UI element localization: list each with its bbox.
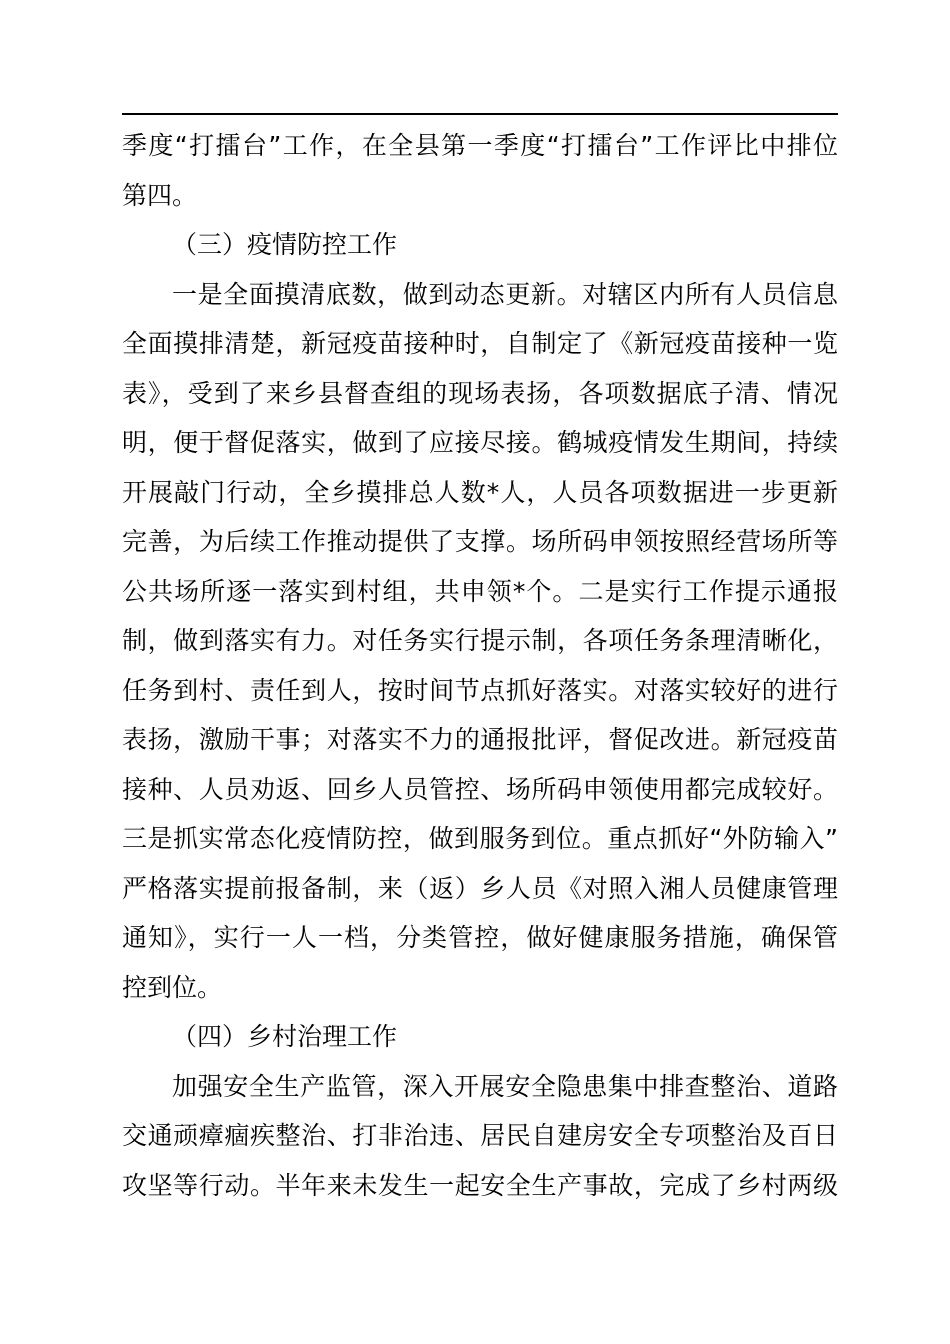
text-line: 控到位。 — [122, 972, 223, 1002]
text-line: 表》，受到了来乡县督查组的现场表扬，各项数据底子清、情况 — [122, 378, 838, 408]
text-line: 完善，为后续工作推动提供了支撑。场所码申领按照经营场所等 — [122, 527, 838, 556]
text-line: 任务到村、责任到人，按时间节点抓好落实。对落实较好的进行 — [122, 675, 838, 705]
text-line: 严格落实提前报备制，来（返）乡人员《对照入湘人员健康管理 — [122, 873, 838, 903]
header-rule — [122, 113, 838, 115]
section-heading: （三）疫情防控工作 — [172, 230, 398, 259]
text-line: 三是抓实常态化疫情防控，做到服务到位。重点抓好“外防输入” — [122, 824, 838, 853]
text-line: 开展敲门行动，全乡摸排总人数*人，人员各项数据进一步更新 — [122, 477, 838, 507]
paragraph-first-line: 一是全面摸清底数，做到动态更新。对辖区内所有人员信息 — [172, 279, 838, 309]
text-line: 明，便于督促落实，做到了应接尽接。鹤城疫情发生期间，持续 — [122, 428, 838, 457]
text-line: 季度“打擂台”工作，在全县第一季度“打擂台”工作评比中排位 — [122, 131, 838, 160]
text-line: 表扬，激励干事；对落实不力的通报批评，督促改进。新冠疫苗 — [122, 725, 838, 754]
text-line: 第四。 — [122, 180, 198, 210]
text-line: 全面摸排清楚，新冠疫苗接种时，自制定了《新冠疫苗接种一览 — [122, 329, 838, 358]
section-heading: （四）乡村治理工作 — [172, 1022, 398, 1051]
text-line: 接种、人员劝返、回乡人员管控、场所码申领使用都完成较好。 — [122, 774, 838, 804]
text-line: 攻坚等行动。半年来未发生一起安全生产事故，完成了乡村两级 — [122, 1170, 838, 1200]
paragraph-first-line: 加强安全生产监管，深入开展安全隐患集中排查整治、道路 — [172, 1071, 838, 1101]
text-line: 制，做到落实有力。对任务实行提示制，各项任务条理清晰化， — [122, 626, 838, 655]
text-line: 交通顽瘴痼疾整治、打非治违、居民自建房安全专项整治及百日 — [122, 1121, 838, 1150]
text-line: 公共场所逐一落实到村组，共申领*个。二是实行工作提示通报 — [122, 576, 838, 606]
document-body — [122, 121, 838, 1210]
text-line: 通知》，实行一人一档，分类管控，做好健康服务措施，确保管 — [122, 923, 838, 952]
